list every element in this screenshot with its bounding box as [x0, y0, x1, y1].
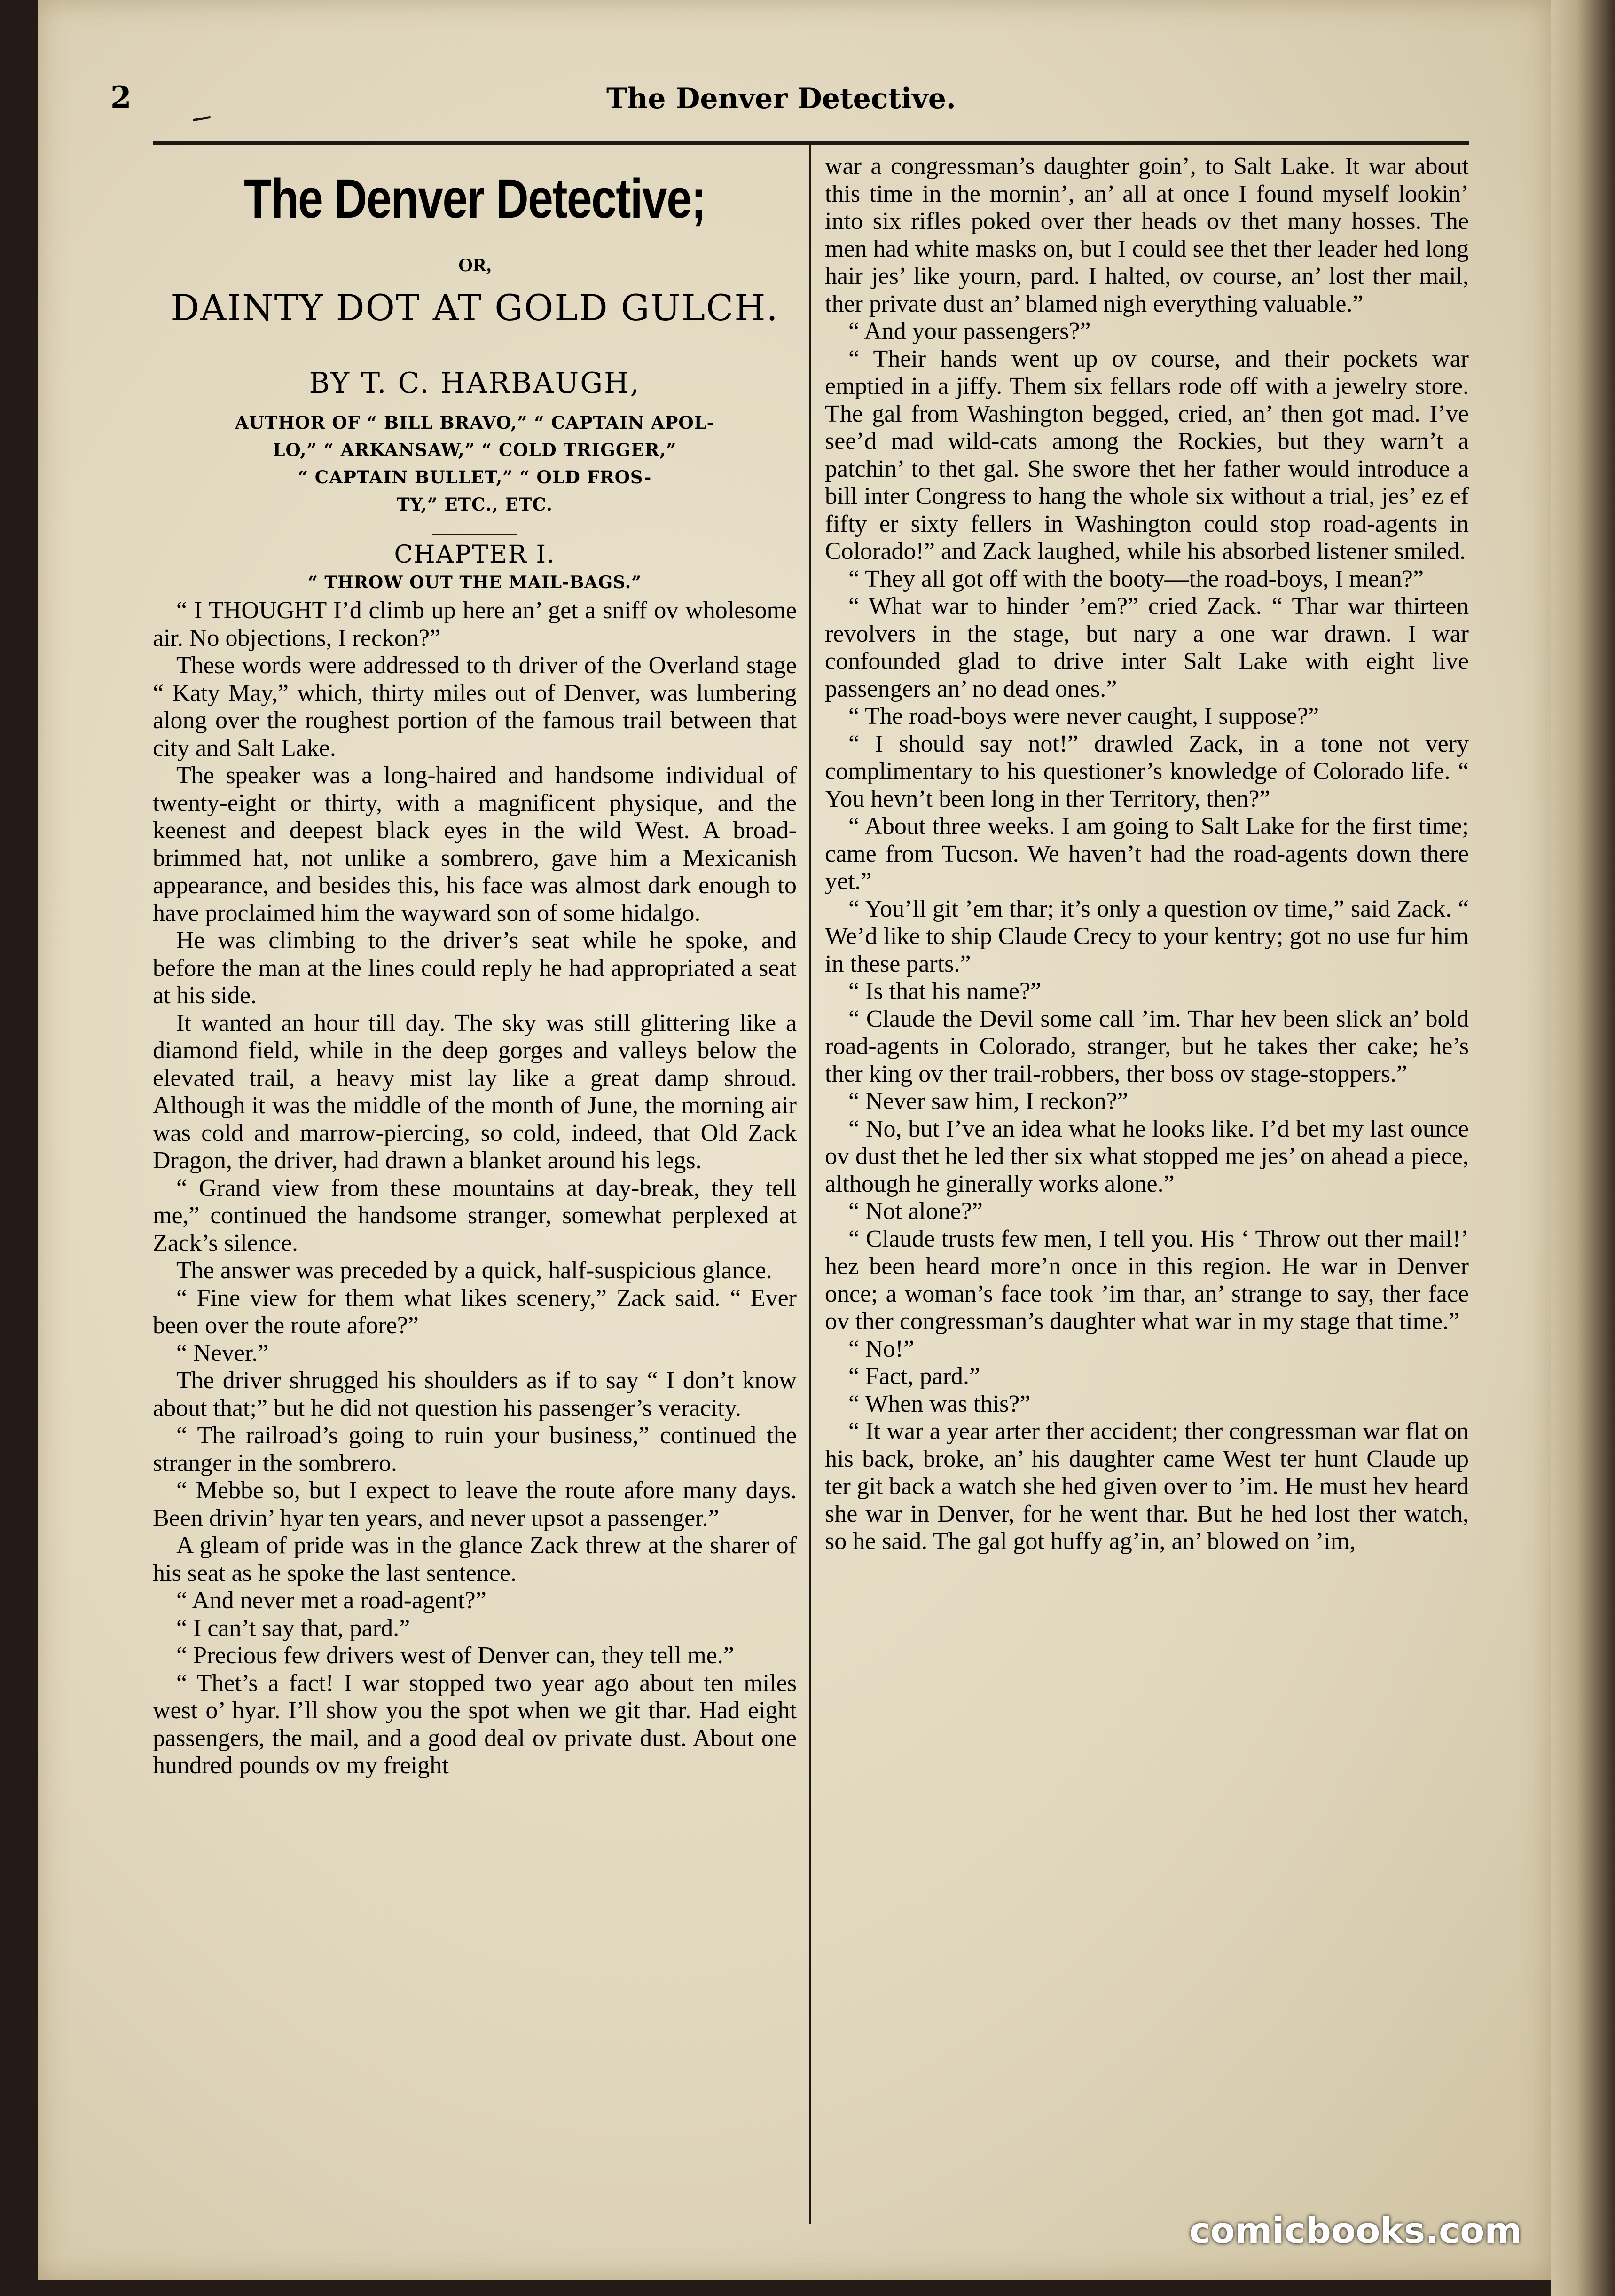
paragraph: “ Their hands went up ov course, and their pockets war emptied in a jiffy. Them six fellars rode off with a jewelry store. The gal from Washington begged, cried, an’ then got mad. I’ve see’d mad wild-cats among the Rockies, but they warn’t a patchin’ to thet gal. She swore thet her father would introduce a bill inter Congress to hang the whole six without a trial, jes’ ez ef fifty er sixty fellers in Washington could stop road-agents in Colorado!” and Zack laughed, while his absorbed listener smiled. — [825, 345, 1469, 565]
paragraph: “ Mebbe so, but I expect to leave the route afore many days. Been drivin’ hyar ten years, and never upsot a passenger.” — [153, 1477, 797, 1532]
story-or: OR, — [458, 254, 491, 275]
paragraph: These words were addressed to th driver of the Overland stage “ Katy May,” which, thirty miles out of Denver, was lumbering along over the roughest portion of the famous trail between that city and Salt Lake. — [153, 652, 797, 762]
paragraph: war a congressman’s daughter goin’, to Salt Lake. It war about this time in the mornin’, an’ all at once I found myself lookin’ into six rifles poked over ther heads ov thet many hosses. The men had white masks on, but I could see thet ther leader hed long hair jes’ like yourn, pard. I halted, ov course, an’ lost ther mail, ther private dust an’ blamed nigh everything valuable.” — [825, 153, 1469, 317]
right-column — [825, 153, 1469, 1556]
story-title: The Denver Detective; — [244, 168, 706, 230]
paragraph: “ I THOUGHT I’d climb up here an’ get a sniff ov wholesome air. No objections, I reckon?” — [153, 597, 797, 652]
credits-line: TY,” ETC., ETC. — [397, 494, 553, 515]
credits-line: “ CAPTAIN BULLET,” “ OLD FROS- — [298, 467, 652, 488]
paragraph: “ Precious few drivers west of Denver can, they tell me.” — [176, 1642, 734, 1669]
running-title: The Denver Detective. — [606, 82, 956, 115]
paragraph: “ Thet’s a fact! I war stopped two year ago about ten miles west o’ hyar. I’ll show you the spot when we git thar. Had eight passengers, the mail, and a good deal ov private dust. About one hundred pounds ov my freight — [153, 1669, 797, 1779]
credits-line: AUTHOR OF “ BILL BRAVO,” “ CAPTAIN APOL- — [235, 412, 715, 433]
paragraph: “ The road-boys were never caught, I suppose?” — [848, 703, 1319, 730]
paragraph: “ Never.” — [176, 1339, 269, 1367]
paragraph: “ They all got off with the booty—the road-boys, I mean?” — [848, 565, 1424, 592]
byline: BY T. C. HARBAUGH, — [309, 367, 641, 400]
chapter-heading: CHAPTER I. — [394, 541, 556, 569]
paragraph: “ And never met a road-agent?” — [176, 1587, 486, 1614]
paragraph: “ Not alone?” — [848, 1198, 983, 1225]
paragraph: “ Fine view for them what likes scenery,” Zack said. “ Ever been over the route afore?” — [153, 1284, 797, 1339]
watermark: comicbooks.com — [1189, 2210, 1522, 2251]
section-rule — [432, 534, 517, 535]
paragraph: The answer was preceded by a quick, half-suspicious glance. — [176, 1257, 772, 1284]
paragraph: He was climbing to the driver’s seat while he spoke, and before the man at the lines could reply he had appropriated a seat at his side. — [153, 927, 797, 1009]
next-page-edge — [1551, 0, 1615, 2296]
story-subtitle: DAINTY DOT AT GOLD GULCH. — [171, 287, 779, 329]
paragraph: “ Claude the Devil some call ’im. Thar hev been slick an’ bold road-agents in Colorado, stranger, but he takes ther cake; he’s ther king ov ther trail-robbers, ther boss ov stage-stoppers.” — [825, 1005, 1469, 1087]
paragraph: “ Is that his name?” — [848, 978, 1042, 1005]
paragraph: “ No!” — [848, 1335, 915, 1362]
paragraph: “ Grand view from these mountains at day-break, they tell me,” continued the handsome stranger, somewhat perplexed at Zack’s silence. — [153, 1174, 797, 1257]
paragraph: “ Fact, pard.” — [848, 1363, 980, 1390]
paragraph: “ About three weeks. I am going to Salt Lake for the first time; came from Tucson. We haven’t had the road-agents down there yet.” — [825, 813, 1469, 895]
left-column — [153, 597, 797, 1780]
paragraph: It wanted an hour till day. The sky was still glittering like a diamond field, while in the deep gorges and valleys below the elevated trail, a heavy mist lay like a great damp shroud. Although it was the middle of the month of June, the morning air was cold and marrow-piercing, so cold, indeed, that Old Zack Dragon, the driver, had drawn a blanket around his legs. — [153, 1009, 797, 1174]
paragraph: “ You’ll git ’em thar; it’s only a question ov time,” said Zack. “ We’d like to ship Claude Crecy to your kentry; got no use fur him in these parts.” — [825, 895, 1469, 977]
credits-line: LO,” “ ARKANSAW,” “ COLD TRIGGER,” — [273, 440, 677, 460]
paragraph: “ I can’t say that, pard.” — [176, 1614, 410, 1642]
paragraph: “ The railroad’s going to ruin your business,” continued the stranger in the sombrero. — [153, 1422, 797, 1477]
paragraph: “ And your passengers?” — [848, 318, 1091, 345]
paragraph: “ No, but I’ve an idea what he looks like. I’d bet my last ounce ov dust thet he led ther six what stopped me jes’ on ahead a piece, although he ginerally works alone.” — [825, 1115, 1469, 1197]
author-credits — [153, 409, 797, 518]
paragraph: “ Never saw him, I reckon?” — [848, 1088, 1128, 1115]
page-number: 2 — [110, 80, 132, 115]
chapter-title: “ THROW OUT THE MAIL-BAGS.” — [307, 573, 642, 592]
paragraph: “ I should say not!” drawled Zack, in a tone not very complimentary to his questioner’s knowledge of Colorado life. “ You hevn’t been long in ther Territory, then?” — [825, 730, 1469, 812]
paragraph: “ What war to hinder ’em?” cried Zack. “ Thar war thirteen revolvers in the stage, but nary a one war drawn. I war confounded glad to drive inter Salt Lake with eight live passengers an’ no dead ones.” — [825, 593, 1469, 702]
paragraph: A gleam of pride was in the glance Zack threw at the sharer of his seat as he spoke the last sentence. — [153, 1532, 797, 1587]
paragraph: “ When was this?” — [848, 1390, 1031, 1417]
column-rule — [809, 141, 811, 2224]
paragraph: “ Claude trusts few men, I tell you. His ‘ Throw out ther mail!’ hez been heard more’n once in this region. He war in Denver once; a woman’s face took ’im thar, an’ strange to say, ther face ov ther congressman’s daughter what war in my stage that time.” — [825, 1225, 1469, 1335]
paragraph: The speaker was a long-haired and handsome individual of twenty-eight or thirty, with a magnificent physique, and the keenest and deepest black eyes in the wild West. A broad-brimmed hat, not unlike a sombrero, gave him a Mexicanish appearance, and besides this, his face was almost dark enough to have proclaimed him the wayward son of some hidalgo. — [153, 762, 797, 927]
paragraph: “ It war a year arter ther accident; ther congressman war flat on his back, broke, an’ his daughter came West ter hunt Claude up ter git back a watch she hed given over to ’im. He must hev heard she war in Denver, for he went thar. But he hed lost ther watch, so he said. The gal got huffy ag’in, an’ blowed on ’im, — [825, 1418, 1469, 1555]
paragraph: The driver shrugged his shoulders as if to say “ I don’t know about that;” but he did not question his passenger’s veracity. — [153, 1367, 797, 1422]
